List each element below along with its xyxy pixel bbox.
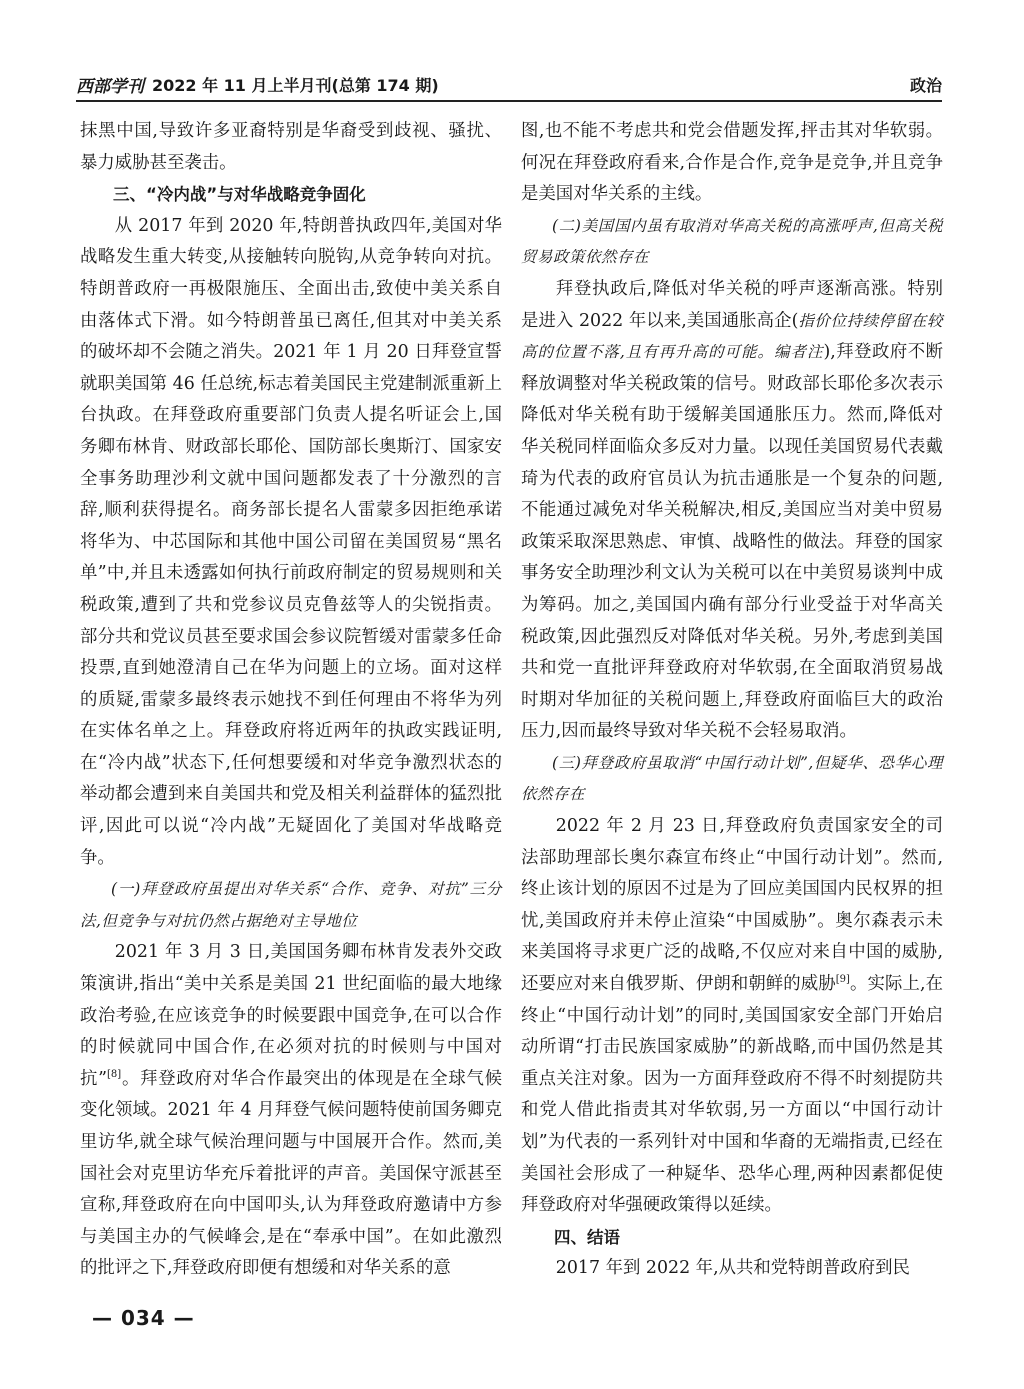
paragraph: 从 2017 年到 2020 年,特朗普执政四年,美国对华战略发生重大转变,从接触转向脱钩,从竞争转向对抗。特朗普政府一再极限施压、全面出击,致使中美关系自由落体式下滑。如今特朗普虽已离任,但其对中美关系的破坏却不会随之消失。2021 年 1 月 20 日拜登宣誓就职美国第 46 任总统,标志着美国民主党建制派重新上台执政。在拜登政府重要部门负责人提名听证会上,国务卿布林肯、财政部长耶伦、国防部长奥斯汀、国家安全事务助理沙利文就中国问题都发表了十分激烈的言辞,顺利获得提名。商务部长提名人雷蒙多因拒绝承诺将华为、中芯国际和其他中国公司留在美国贸易“黑名单”中,并且未透露如何执行前政府制定的贸易规则和关税政策,遭到了共和党参议员克鲁兹等人的尖锐指责。部分共和党议员甚至要求国会参议院暂缓对雷蒙多任命投票,直到她澄清自己在华为问题上的立场。面对这样的质疑,雷蒙多最终表示她找不到任何理由不将华为列在实体名单之上。拜登政府将近两年的执政实践证明,在“冷内战”状态下,任何想要缓和对华竞争激烈状态的举动都会遭到来自美国共和党及相关利益群体的猛烈批评,因此可以说“冷内战”无疑固化了美国对华战略竞争。	[80, 215, 502, 868]
page-number: — 034 —	[92, 1306, 195, 1330]
subsection-heading: (三)拜登政府虽取消“中国行动计划”,但疑华、恐华心理依然存在	[521, 753, 943, 804]
paragraph-text: 。拜登政府对华合作最突出的体现是在全球气候变化领域。2021 年 4 月拜登气候问题特使前国务卿克里访华,就全球气候治理问题与中国展开合作。然而,美国社会对克里访华充斥着批评的声音。美国保守派甚至宣称,拜登政府在向中国叩头,认为拜登政府邀请中方参与美国主办的气候峰会,是在“奉承中国”。在如此激烈的批评之下,拜登政府即便有想缓和对华关系的意	[80, 1068, 502, 1279]
subsection-heading: (一)拜登政府虽提出对华关系“合作、竞争、对抗”三分法,但竞争与对抗仍然占据绝对主导地位	[80, 880, 502, 930]
right-column	[521, 116, 943, 1285]
section-heading: 四、结语	[554, 1227, 620, 1247]
paragraph-text: 拜登执政后,降低对华关税的呼声逐渐高涨。特别是进入 2022 年以来,美国通胀高企(	[521, 278, 943, 331]
paragraph	[521, 811, 943, 1222]
paragraph-text: 。实际上,在终止“中国行动计划”的同时,美国国家安全部门开始启动所谓“打击民族国家威胁”的新战略,而中国仍然是其重点关注对象。因为一方面拜登政府不得不时刻提防共和党人借此指责其对华软弱,另一方面以“中国行动计划”为代表的一系列针对中国和华裔的无端指责,已经在美国社会形成了一种疑华、恐华心理,两种因素都促使拜登政府对华强硬政策得以延续。	[521, 974, 943, 1216]
page-header	[76, 72, 942, 98]
paragraph-text: 2022 年 2 月 23 日,拜登政府负责国家安全的司法部助理部长奥尔森宣布终止“中国行动计划”。然而,终止该计划的原因不过是为了回应美国国内民权界的担忧,美国政府并未停止渲染“中国威胁”。奥尔森表示未来美国将寻求更广泛的战略,不仅应对来自中国的威胁,还要应对来自俄罗斯、伊朗和朝鲜的威胁	[521, 816, 943, 995]
section-heading: 三、“冷内战”与对华战略竞争固化	[113, 185, 366, 205]
paragraph-text: ),拜登政府不断释放调整对华关税政策的信号。财政部长耶伦多次表示降低对华关税有助于缓解美国通胀压力。然而,降低对华关税同样面临众多反对力量。以现任美国贸易代表戴琦为代表的政府官员认为抗击通胀是一个复杂的问题,不能通过减免对华关税解决,相反,美国应当对美中贸易政策采取深思熟虑、审慎、战略性的做法。拜登的国家事务安全助理沙利文认为关税可以在中美贸易谈判中成为筹码。加之,美国国内确有部分行业受益于对华高关税政策,因此强烈反对降低对华关税。另外,考虑到美国共和党一直批评拜登政府对华软弱,在全面取消贸易战时期对华加征的关税问题上,拜登政府面临巨大的政治压力,因而最终导致对华关税不会轻易取消。	[521, 342, 943, 742]
paragraph-text: 2021 年 3 月 3 日,美国国务卿布林肯发表外交政策演讲,指出“美中关系是美国 21 世纪面临的最大地缘政治考验,在应该竞争的时候要跟中国竞争,在可以合作的时候就同中国合作,在必须对抗的时候则与中国对抗”	[80, 942, 502, 1089]
journal-masthead: 西部学刊	[76, 77, 144, 97]
header-rule	[76, 100, 942, 102]
section-label: 政治	[909, 76, 942, 95]
paragraph: 图,也不能不考虑共和党会借题发挥,抨击其对华软弱。何况在拜登政府看来,合作是合作,竞争是竞争,并且竞争是美国对华关系的主线。	[521, 121, 943, 205]
citation-ref: [9]	[835, 974, 850, 986]
citation-ref: [8]	[107, 1069, 122, 1081]
paragraph: 抹黑中国,导致许多亚裔特别是华裔受到歧视、骚扰、暴力威胁甚至袭击。	[80, 121, 502, 173]
left-column	[80, 116, 502, 1285]
subsection-heading: (二)美国国内虽有取消对华高关税的高涨呼声,但高关税贸易政策依然存在	[521, 216, 943, 267]
issue-info: 2022 年 11 月上半月刊(总第 174 期)	[152, 76, 439, 95]
editor-note: 指价位持续停留在较高的位置不落,且有再升高的可能。编者注	[521, 311, 943, 362]
paragraph	[80, 937, 502, 1285]
paragraph: 2017 年到 2022 年,从共和党特朗普政府到民	[555, 1258, 910, 1279]
paragraph	[521, 274, 943, 748]
